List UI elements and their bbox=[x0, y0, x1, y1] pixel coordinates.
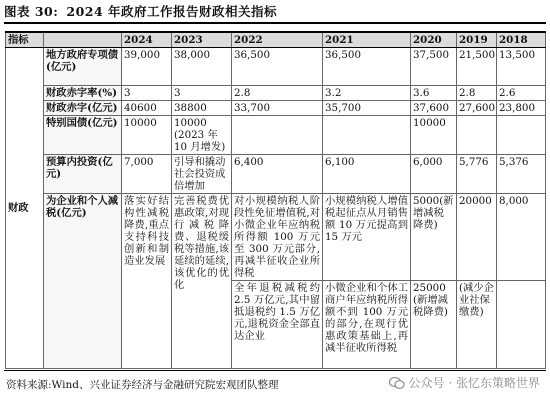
source-note: 资料来源:Wind、兴业证券经济与金融研究院宏观团队整理 bbox=[6, 379, 279, 391]
cell-2022: 36,500 bbox=[232, 48, 323, 86]
header-2022: 2022 bbox=[232, 32, 323, 48]
figure-title-text: 2024 年政府工作报告财政相关指标 bbox=[66, 4, 278, 19]
cell-2019-part1: 20000 bbox=[457, 194, 497, 281]
cell-2020: 37,600 bbox=[411, 101, 457, 116]
cell-2019: 21,500 bbox=[457, 48, 497, 86]
cell-2022: 6,400 bbox=[232, 155, 323, 194]
cell-2023: 10000 (2023 年 10 月增发) bbox=[172, 116, 232, 155]
wechat-icon bbox=[389, 376, 405, 390]
cell-2023: 38800 bbox=[172, 101, 232, 116]
category-cell: 财政 bbox=[6, 48, 44, 369]
cell-2018: 2.6 bbox=[497, 86, 546, 101]
table-row bbox=[6, 116, 546, 155]
table-row bbox=[6, 48, 546, 86]
cell-2022: 2.8 bbox=[232, 86, 323, 101]
row-label: 预算内投资(亿元) bbox=[44, 155, 122, 194]
header-indicator: 指标 bbox=[6, 32, 44, 48]
cell-2023: 38,000 bbox=[172, 48, 232, 86]
cell-2021: 6,100 bbox=[323, 155, 411, 194]
cell-2018 bbox=[497, 116, 546, 155]
cell-2024: 3 bbox=[122, 86, 172, 101]
footer-rule bbox=[4, 370, 546, 371]
cell-2018-part2 bbox=[497, 281, 546, 369]
row-label: 特别国债(亿元) bbox=[44, 116, 122, 155]
cell-2019 bbox=[457, 116, 497, 155]
table-row bbox=[6, 194, 546, 281]
header-2023: 2023 bbox=[172, 32, 232, 48]
cell-2018: 5,376 bbox=[497, 155, 546, 194]
cell-2018-part1: 8,000 bbox=[497, 194, 546, 281]
cell-2021: 35,700 bbox=[323, 101, 411, 116]
header-2018: 2018 bbox=[497, 32, 546, 48]
header-row bbox=[6, 32, 546, 48]
cell-2019: 5,776 bbox=[457, 155, 497, 194]
cell-2024: 落实好结构性减税降费,重点支持科技创新和制造业发展 bbox=[122, 194, 172, 369]
table-row bbox=[6, 86, 546, 101]
figure-number: 图表 30: bbox=[4, 4, 59, 19]
table-row bbox=[6, 155, 546, 194]
cell-2021: 3.2 bbox=[323, 86, 411, 101]
row-label: 为企业和个人减税(亿元) bbox=[44, 194, 122, 369]
cell-2020: 6,000 bbox=[411, 155, 457, 194]
cell-2024: 7,000 bbox=[122, 155, 172, 194]
cell-2022-part1: 对小规模纳税人阶段性免征增值税,对小微企业年应纳税所得额 100 万元至 300 万元部分,再减半征收企业所得税 bbox=[232, 194, 323, 281]
header-2020: 2020 bbox=[411, 32, 457, 48]
cell-2023: 完善税费优惠政策,对现行减税降费、退税缓税等措施,该延续的延续,该优化的优化 bbox=[172, 194, 232, 369]
cell-2021-part2: 小微企业和个体工商户年应纳税所得额不到 100 万元的部分,在现行优惠政策基础上,再减半征收所得税 bbox=[323, 281, 411, 369]
cell-2022 bbox=[232, 116, 323, 155]
cell-2020: 10000 bbox=[411, 116, 457, 155]
cell-2018: 13,500 bbox=[497, 48, 546, 86]
cell-2020: 37,500 bbox=[411, 48, 457, 86]
table-row bbox=[6, 101, 546, 116]
cell-2024: 10000 bbox=[122, 116, 172, 155]
fiscal-indicators-table bbox=[5, 31, 546, 369]
watermark-text: 公众号 · 张忆东策略世界 bbox=[408, 376, 540, 390]
figure-title bbox=[4, 2, 285, 20]
cell-2018: 23,800 bbox=[497, 101, 546, 116]
cell-2020-part1: 5000(新增减税降费) bbox=[411, 194, 457, 281]
cell-2024: 39,000 bbox=[122, 48, 172, 86]
row-label: 地方政府专项债(亿元) bbox=[44, 48, 122, 86]
header-2021: 2021 bbox=[323, 32, 411, 48]
watermark bbox=[389, 374, 540, 391]
cell-2024: 40600 bbox=[122, 101, 172, 116]
cell-2021-part1: 小规模纳税人增值税起征点从月销售额 10 万元提高到 15 万元 bbox=[323, 194, 411, 281]
cell-2019-part2: (减少企业社保缴费) bbox=[457, 281, 497, 369]
header-2024: 2024 bbox=[122, 32, 172, 48]
cell-2021: 36,500 bbox=[323, 48, 411, 86]
cell-2022-part2: 全年退税减税约 2.5 万亿元,其中留抵退税约 1.5 万亿元,退税资金全部直达企业 bbox=[232, 281, 323, 369]
cell-2020-part2: 25000 (新增减税降费) bbox=[411, 281, 457, 369]
row-label: 财政赤字(亿元) bbox=[44, 101, 122, 116]
header-blank bbox=[44, 32, 122, 48]
cell-2019: 27,600 bbox=[457, 101, 497, 116]
cell-2023: 3 bbox=[172, 86, 232, 101]
cell-2019: 2.8 bbox=[457, 86, 497, 101]
cell-2023: 引导和撬动社会投资成倍增加 bbox=[172, 155, 232, 194]
header-2019: 2019 bbox=[457, 32, 497, 48]
cell-2022: 33,700 bbox=[232, 101, 323, 116]
cell-2021 bbox=[323, 116, 411, 155]
row-label: 财政赤字率(%) bbox=[44, 86, 122, 101]
cell-2020: 3.6 bbox=[411, 86, 457, 101]
title-rule bbox=[4, 22, 546, 24]
